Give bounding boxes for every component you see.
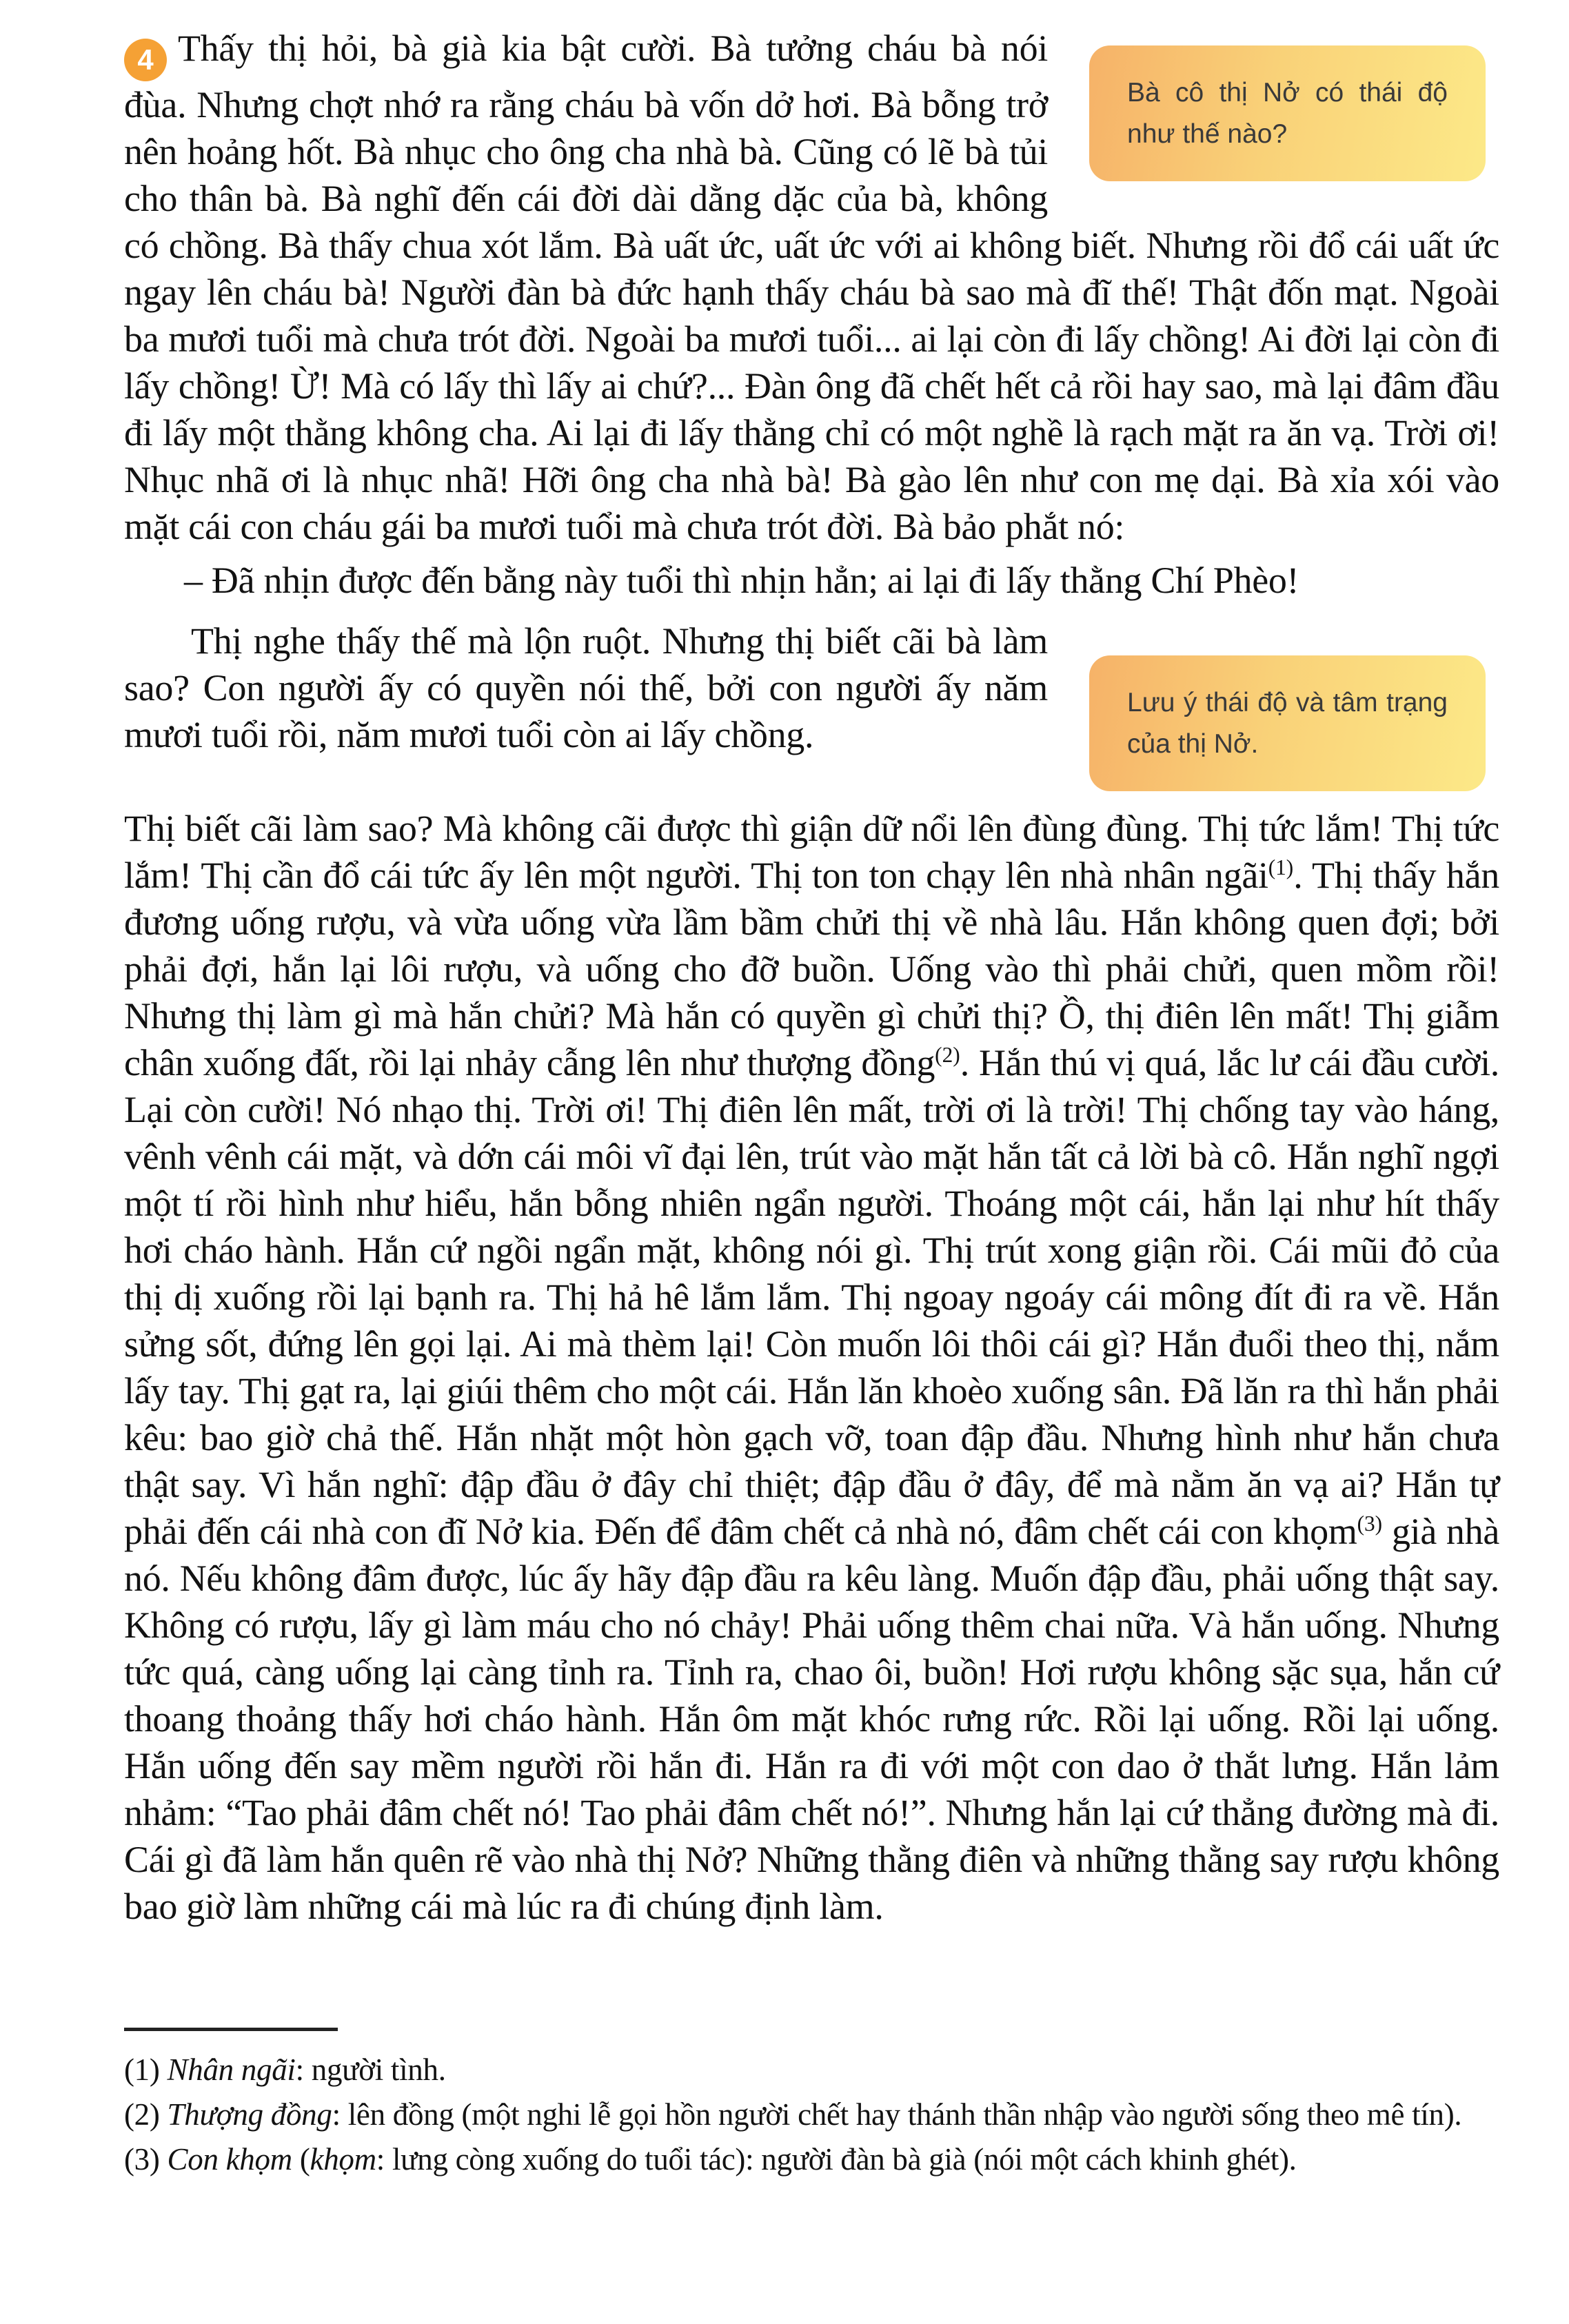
italic-term: Nhân ngãi [167,2052,296,2087]
callout-box-2 [1089,655,1486,791]
footnote-item-3: (3) Con khọm (khọm: lưng còng xuống do tuổi tác): người đàn bà già (nói một cách khinh ghét). [124,2142,1297,2177]
footnote-ref: (1) [1268,855,1294,879]
main-text [124,25,1499,1930]
footnote-ref: (2) [935,1043,960,1067]
paragraph-2 [124,618,1499,758]
callout-question-1: Bà cô thị Nở có thái độ như thế nào? [1127,77,1448,149]
footnote-ref: (3) [1357,1511,1383,1536]
paragraph-3: Thị biết cãi làm sao? Mà không cãi được thì giận dữ nổi lên đùng đùng. Thị tức lắm! Thị tức lắm! Thị cần đổ cái tức ấy lên một người. Thị ton ton chạy lên nhà nhân ngãi$^{(1)}$. Thị thấy hắn đương uống rượu, và vừa uống vừa lầm bầm chửi thị về nhà lâu. Hắn không quen đợi; bởi phải đợi, hắn lại lôi rượu, và uống cho đỡ buồn. Uống vào thì phải chửi, quen mồm rồi! Nhưng thị làm gì mà hắn chửi? Mà hắn có quyền gì chửi thị? Ồ, thị điên lên mất! Thị giẫm chân xuống đất, rồi lại nhảy cẫng lên như thượng đồng$^{(2)}$. Hắn thú vị quá, lắc lư cái đầu cười. Lại còn cười! Nó nhạo thị. Trời ơi! Thị điên lên mất, trời ơi là trời! Thị chống tay vào háng, vênh vênh cái mặt, và dớn cái môi vĩ đại lên, trút vào mặt hắn tất cả lời bà cô. Hắn nghĩ ngợi một tí rồi hình như hiểu, hắn bỗng nhiên ngẩn người. Thoáng một cái, hắn lại như hít thấy hơi cháo hành. Hắn cứ ngồi ngẩn mặt, không nói gì. Thị trút xong giận rồi. Cái mũi đỏ của thị dị xuống rồi lại bạnh ra. Thị hả hê lắm lắm. Thị ngoay ngoáy cái mông đít đi ra về. Hắn sửng sốt, đứng lên gọi lại. Ai mà thèm lại! Còn muốn lôi thôi cái gì? Hắn đuổi theo thị, nắm lấy tay. Thị gạt ra, lại giúi thêm cho một cái. Hắn lăn khoèo xuống sân. Đã lăn ra thì hắn phải kêu: bao giờ chả thế. Hắn nhặt một hòn gạch vỡ, toan đập đầu. Nhưng hình như hắn chưa thật say. Vì hắn nghĩ: đập đầu ở đây chỉ thiệt; đập đầu ở đây, để mà nằm ăn vạ ai? Hắn tự phải đến cái nhà con đĩ Nở kia. Đến để đâm chết cả nhà nó, đâm chết cái con khọm$^{(3)}$ già nhà nó. Nếu không đâm được, lúc ấy hãy đập đầu ra kêu làng. Muốn đập đầu, phải uống thật say. Không có rượu, lấy gì làm máu cho nó chảy! Phải uống thêm chai nữa. Và hắn uống. Nhưng tức quá, càng uống lại càng tỉnh ra. Tỉnh ra, chao ôi, buồn! Hơi rượu không sặc sụa, hắn cứ thoang thoảng thấy hơi cháo hành. Hắn ôm mặt khóc rưng rức. Rồi lại uống. Rồi lại uống. Hắn uống đến say mềm người rồi hắn đi. Hắn ra đi với một con dao ở thắt lưng. Hắn lảm nhảm: “Tao phải đâm chết nó! Tao phải đâm chết nó!”. Nhưng hắn lại cứ thẳng đường mà đi. Cái gì đã làm hắn quên rẽ vào nhà thị Nở? Những thằng điên và những thằng say rượu không bao giờ làm những cái mà lúc ra đi chúng định làm. [124,808,1500,1927]
italic-term: Con khọm [167,2142,292,2177]
italic-term: Thượng đồng [167,2097,332,2132]
footnote-item-1: (1) Nhân ngãi: người tình. [124,2052,446,2087]
italic-term: khọm [310,2142,376,2177]
callout-box-1 [1089,45,1486,181]
paragraph-1 [124,25,1499,550]
footnotes-section [124,2048,1499,2182]
callout-note-2: Lưu ý thái độ và tâm trạng của thị Nở. [1127,687,1448,759]
footnote-item-2: (2) Thượng đồng: lên đồng (một nghi lễ gọi hồn người chết hay thánh thần nhập vào người sống theo mê tín). [124,2097,1462,2132]
paragraph-1-text: Thấy thị hỏi, bà già kia bật cười. Bà tưởng cháu bà nói đùa. Nhưng chợt nhớ ra rằng cháu bà vốn dở hơi. Bà bỗng trở nên hoảng hốt. Bà nhục cho ông cha nhà bà. Cũng có lẽ bà tủi cho thân bà. Bà nghĩ đến cái đời dài dằng dặc của bà, không có chồng. Bà thấy chua xót lắm. Bà uất ức, uất ức với ai không biết. Nhưng rồi đổ cái uất ức ngay lên cháu bà! Người đàn bà đức hạnh thấy cháu bà sao mà đĩ thế! Thật đốn mạt. Ngoài ba mươi tuổi mà chưa trót đời. Ngoài ba mươi tuổi... ai lại còn đi lấy chồng! Ai đời lại còn đi lấy chồng! Ừ! Mà có lấy thì lấy ai chứ?... Đàn ông đã chết hết cả rồi hay sao, mà lại đâm đầu đi lấy một thằng không cha. Ai lại đi lấy thằng chỉ có một nghề là rạch mặt ra ăn vạ. Trời ơi! Nhục nhã ơi là nhục nhã! Hỡi ông cha nhà bà! Bà gào lên như con mẹ dại. Bà xỉa xói vào mặt cái con cháu gái ba mươi tuổi mà chưa trót đời. Bà bảo phắt nó: [124,28,1499,547]
dialogue-line: – Đã nhịn được đến bằng này tuổi thì nhịn hẳn; ai lại đi lấy thằng Chí Phèo! [184,560,1299,601]
footnote-divider [124,2028,338,2031]
paragraph-2-text: Thị nghe thấy thế mà lộn ruột. Nhưng thị biết cãi bà làm sao? Con người ấy có quyền nói thế, bởi con người ấy năm mươi tuổi rồi, năm mươi tuổi còn ai lấy chồng. [124,620,1048,755]
section-number-badge: 4 [124,39,167,81]
